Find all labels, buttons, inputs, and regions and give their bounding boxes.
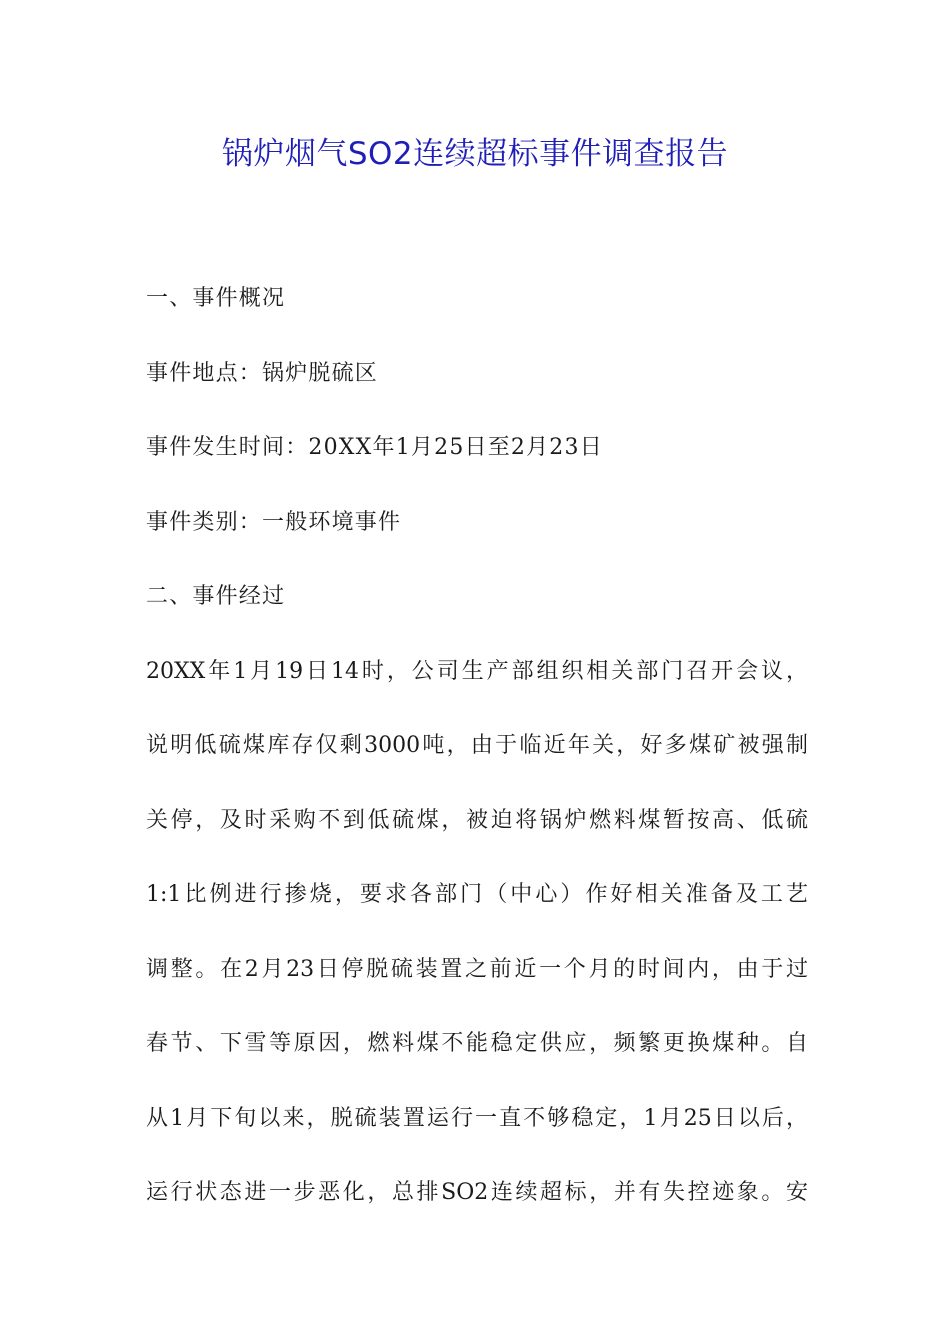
event-location: 事件地点：锅炉脱硫区: [146, 360, 379, 386]
paragraph-line: 1:1比例进行掺烧，要求各部门（中心）作好相关准备及工艺: [146, 882, 808, 907]
paragraph-line: 20XX年1月19日14时，公司生产部组织相关部门召开会议，: [146, 658, 808, 684]
paragraph-line: 运行状态进一步恶化，总排SO2连续超标，并有失控迹象。安: [146, 1180, 808, 1205]
event-category: 事件类别：一般环境事件: [146, 509, 402, 535]
paragraph-line: 说明低硫煤库存仅剩3000吨，由于临近年关，好多煤矿被强制: [146, 733, 808, 758]
section-heading-process: 二、事件经过: [146, 584, 286, 609]
paragraph-line: 关停，及时采购不到低硫煤，被迫将锅炉燃料煤暂按高、低硫: [146, 807, 808, 833]
document-body: [146, 262, 808, 1231]
section-heading-overview: 一、事件概况: [146, 286, 286, 311]
paragraph-line: 从1月下旬以来，脱硫装置运行一直不够稳定，1月25日以后，: [146, 1105, 808, 1131]
event-time: 事件发生时间：20XX年1月25日至2月23日: [146, 435, 603, 460]
document-title: 锅炉烟气SO2连续超标事件调查报告: [221, 136, 729, 172]
paragraph-line: 春节、下雪等原因，燃料煤不能稳定供应，频繁更换煤种。自: [146, 1031, 808, 1056]
paragraph-line: 调整。在2月23日停脱硫装置之前近一个月的时间内，由于过: [146, 956, 808, 982]
